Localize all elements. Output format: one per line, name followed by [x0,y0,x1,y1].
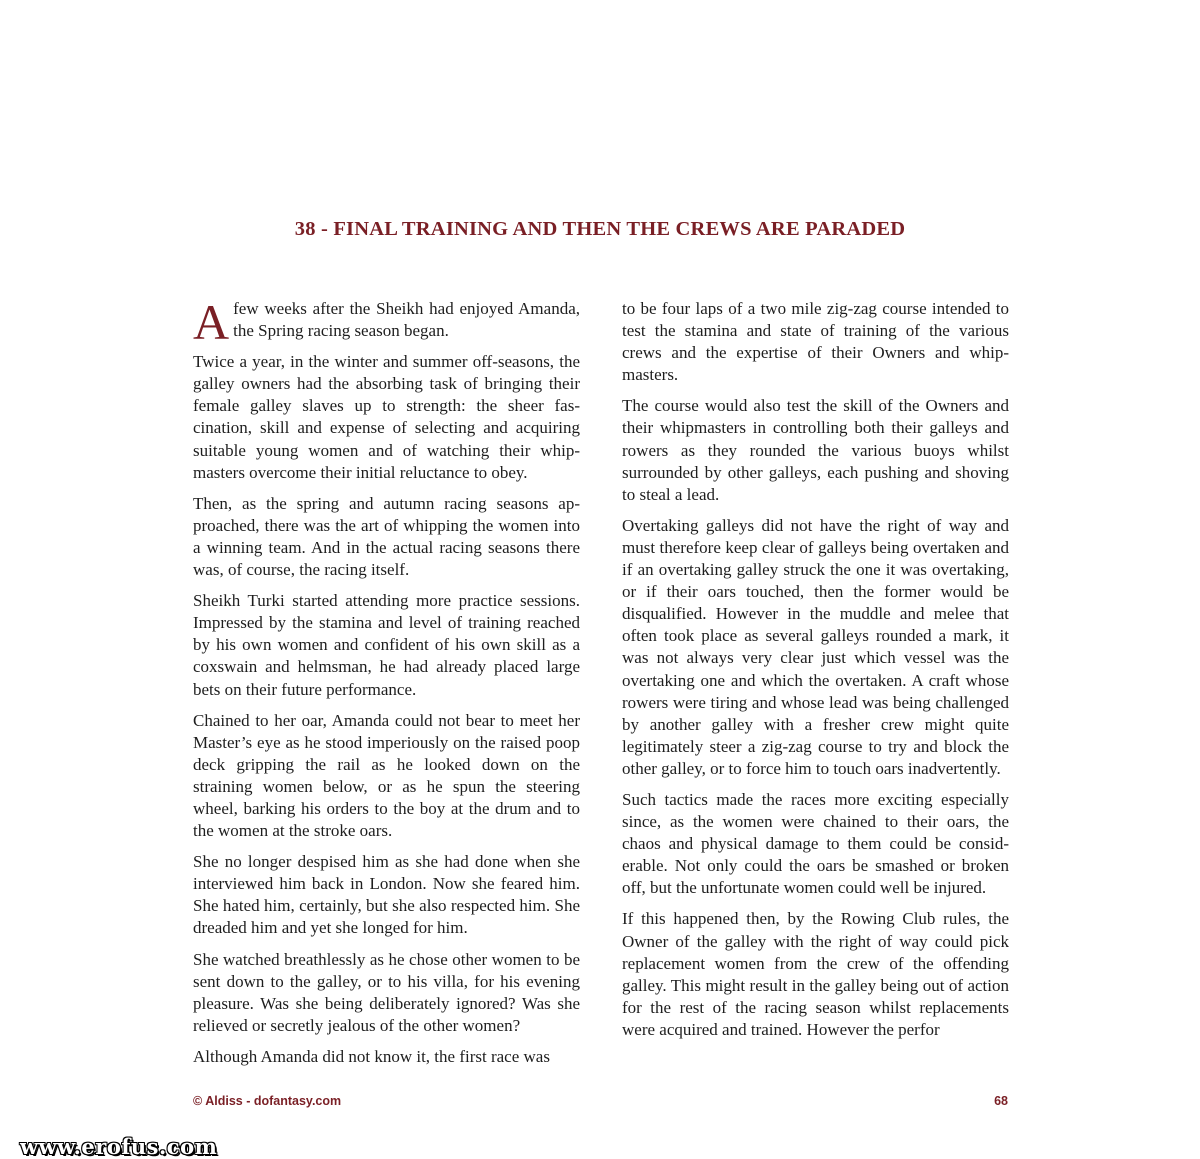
paragraph: Overtaking galleys did not have the right of way and must therefore keep clear of galleys being overtaken and if an overtaking galley struck the one it was overtaking, or if their oars touched, then the former would be disqualified. However in the muddle and melee that often took place as several galleys rounded a mark, it was not always very clear just which vessel was the overtaking one and which the overtaken. A craft whose rowers were tiring and whose lead was being challenged by another galley with a fresher crew might quite legitimately steer a zig-zag course to try and block the other galley, or to force him to touch oars inadvertently. [622,515,1009,778]
paragraph: If this happened then, by the Rowing Club rules, the Owner of the galley with the right of way could pick replacement women from the crew of the offending galley. This might result in the galley being out of action for the rest of the racing season whilst replacements were acquired and trained. However the perfor [622,909,1009,1039]
paragraph-text: few weeks after the Sheikh had enjoyed Amanda, the Spring racing season began. [233,299,580,341]
drop-cap: A [193,294,230,350]
paragraph: to be four laps of a two mile zig-zag course intended to test the stamina and state of training of the various crews and the expertise of their Owners and whipmasters. [622,299,1009,385]
paragraph: The course would also test the skill of the Owners and their whipmasters in controlling both their galleys and rowers as they rounded the various buoys whilst surrounded by other galleys, each pushing and shoving to steal a lead. [622,396,1009,504]
chapter-title: 38 - FINAL TRAINING AND THEN THE CREWS ARE PARADED [294,218,906,240]
paragraph: Twice a year, in the winter and summer off-seasons, the galley owners had the absorbing task of bringing their female galley slaves up to strength: the sheer fascination, skill and expense of selecting and acquiring suitable young women and of watching their whipmasters overcome their initial reluctance to obey. [193,352,580,482]
left-text-column [193,294,580,1077]
paragraph: She no longer despised him as she had done when she interviewed him back in London. Now she feared him. She hated him, certainly, but she also respected him. She dreaded him and yet she longed for him. [193,852,580,938]
paragraph: She watched breathlessly as he chose other women to be sent down to the galley, or to his villa, for his evening pleasure. Was she being deliberately ignored? Was she relieved or secretly jealous of the other women? [193,949,580,1035]
right-text-column [622,298,1009,1050]
paragraph: Such tactics made the races more exciting especially since, as the women were chained to their oars, the chaos and physical damage to them could be considerable. Not only could the oars be smashed or broken off, but the unfortunate women could well be injured. [622,789,1009,898]
paragraph: Chained to her oar, Amanda could not bear to meet her Master’s eye as he stood imperiously on the raised poop deck gripping the rail as he looked down on the straining women below, or as he spun the steering wheel, barking his orders to the boy at the drum and to the women at the stroke oars. [193,710,580,841]
watermark: www.erofus.com [20,1134,218,1159]
paragraph: Then, as the spring and autumn racing seasons approached, there was the art of whipping the women into a winning team. And in the actual racing seasons there was, of course, the racing itself. [193,493,580,580]
paragraph [193,294,580,350]
page-number: 68 [994,1094,1008,1108]
paragraph: Sheikh Turki started attending more practice sessions. Impressed by the stamina and level of training reached by his own women and confident of his own skill as a coxswain and helmsman, he had already placed large bets on their future performance. [193,591,580,699]
footer-credit: © Aldiss - dofantasy.com [193,1094,342,1108]
paragraph: Although Amanda did not know it, the first race was [193,1046,550,1066]
